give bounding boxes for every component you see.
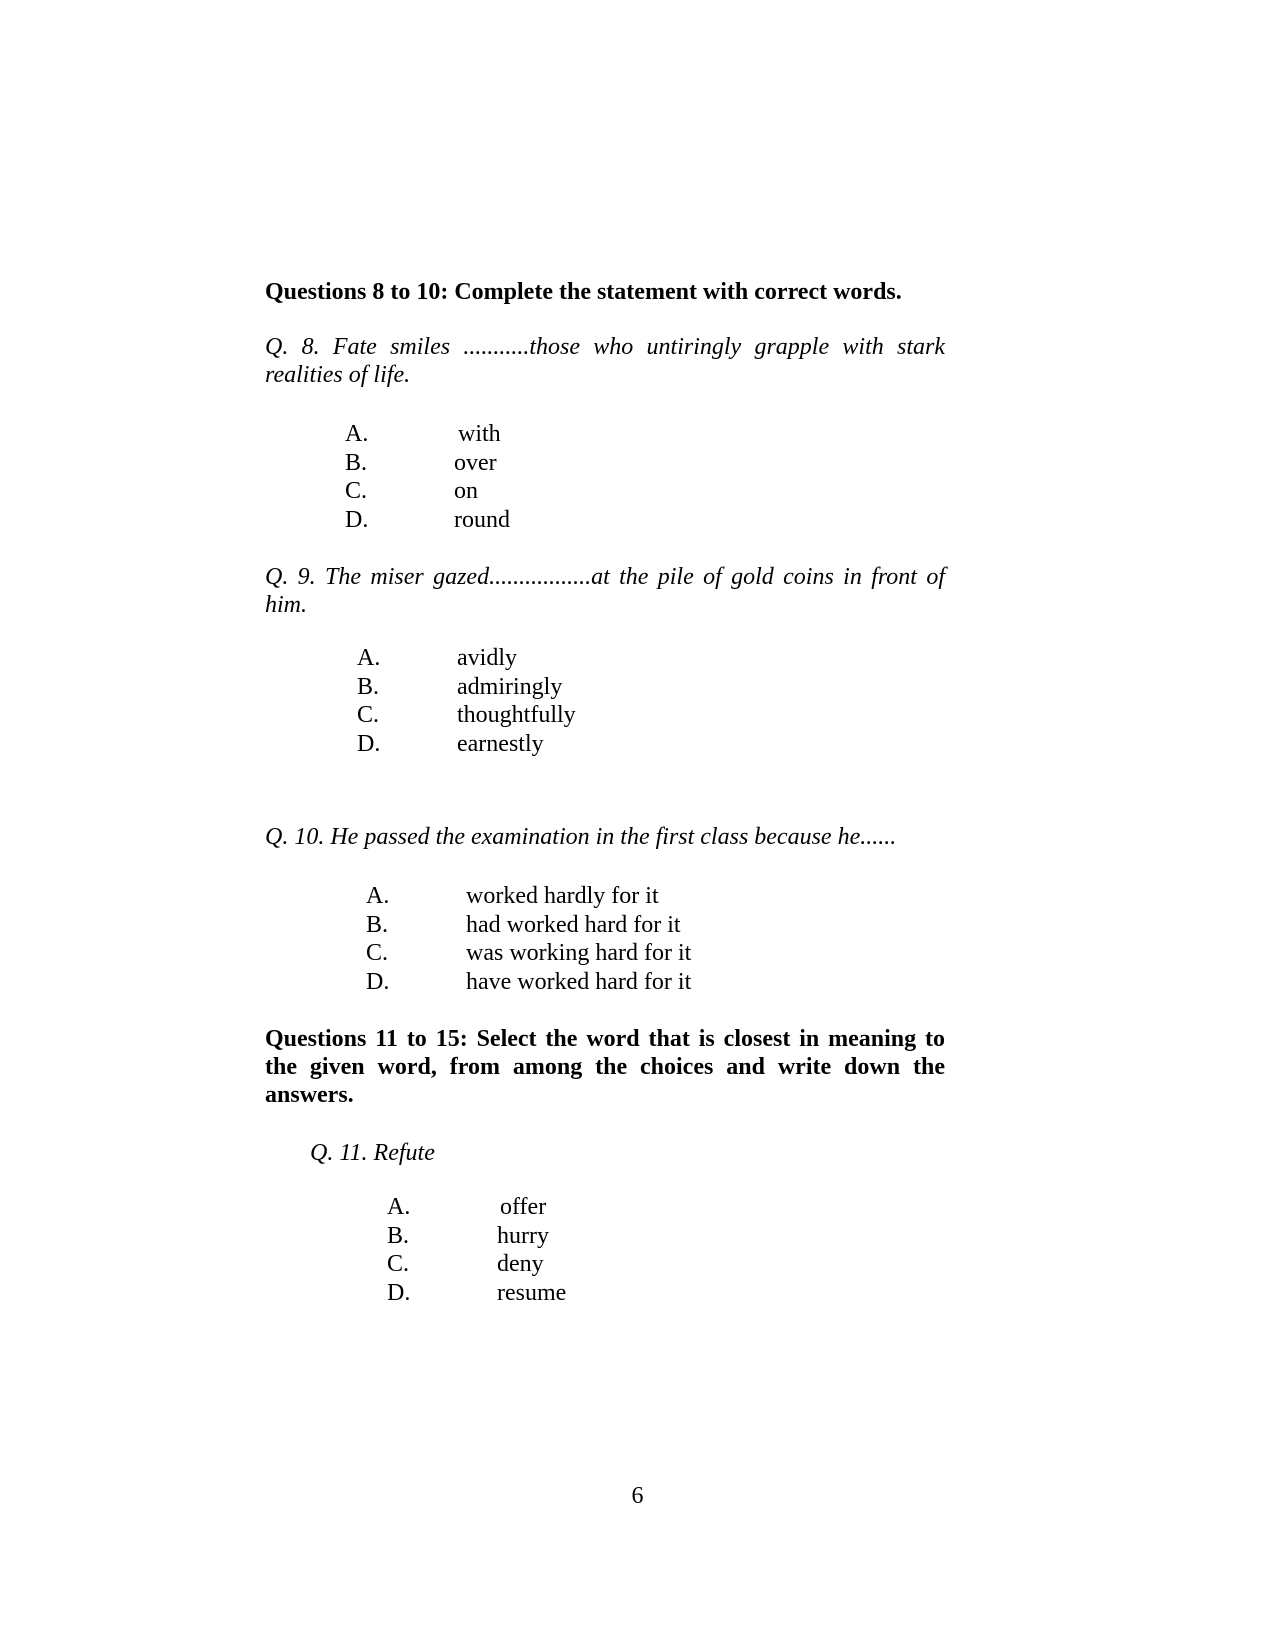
option-text: round — [454, 506, 510, 533]
option-letter: D. — [357, 730, 381, 757]
question-8-text: Q. 8. Fate smiles ...........those who untiringly grapple with stark realities of life. — [265, 334, 945, 388]
option-text: have worked hard for it — [466, 968, 692, 995]
option-letter: A. — [345, 421, 369, 447]
option-letter: B. — [345, 449, 368, 476]
option-letter: A. — [387, 1194, 411, 1220]
option-letter: D. — [366, 968, 390, 995]
option-letter: A. — [357, 645, 381, 671]
option-letter: C. — [357, 702, 380, 728]
option-text: had worked hard for it — [466, 911, 681, 938]
option-text: resume — [497, 1279, 567, 1306]
option-letter: C. — [345, 478, 368, 504]
option-letter: C. — [387, 1251, 410, 1277]
option-letter: C. — [366, 940, 389, 966]
option-text: admiringly — [457, 673, 563, 700]
option-text: earnestly — [457, 730, 544, 757]
option-text: offer — [500, 1194, 547, 1220]
option-text: hurry — [497, 1222, 549, 1249]
option-text: deny — [497, 1251, 544, 1277]
option-text: on — [454, 478, 478, 504]
question-9-text: Q. 9. The miser gazed.................at the pile of gold coins in front of him. — [265, 564, 945, 618]
option-text: over — [454, 449, 497, 476]
option-letter: B. — [366, 911, 389, 938]
question-10-text: Q. 10. He passed the examination in the first class because he...... — [265, 824, 897, 850]
option-letter: B. — [387, 1222, 410, 1249]
option-text: with — [458, 421, 501, 447]
option-letter: B. — [357, 673, 380, 700]
option-letter: A. — [366, 883, 390, 909]
page-number: 6 — [631, 1483, 644, 1509]
option-text: avidly — [457, 645, 517, 671]
option-text: worked hardly for it — [466, 883, 659, 909]
option-letter: D. — [387, 1279, 411, 1306]
option-letter: D. — [345, 506, 369, 533]
option-text: was working hard for it — [466, 940, 692, 966]
question-11-text: Q. 11. Refute — [310, 1140, 435, 1166]
section-heading-questions-8-10: Questions 8 to 10: Complete the statement with correct words. — [265, 279, 902, 305]
section-heading-questions-11-15: Questions 11 to 15: Select the word that is closest in meaning to the given word, from among the choices and write down the answers. — [265, 1026, 945, 1108]
option-text: thoughtfully — [457, 702, 576, 728]
